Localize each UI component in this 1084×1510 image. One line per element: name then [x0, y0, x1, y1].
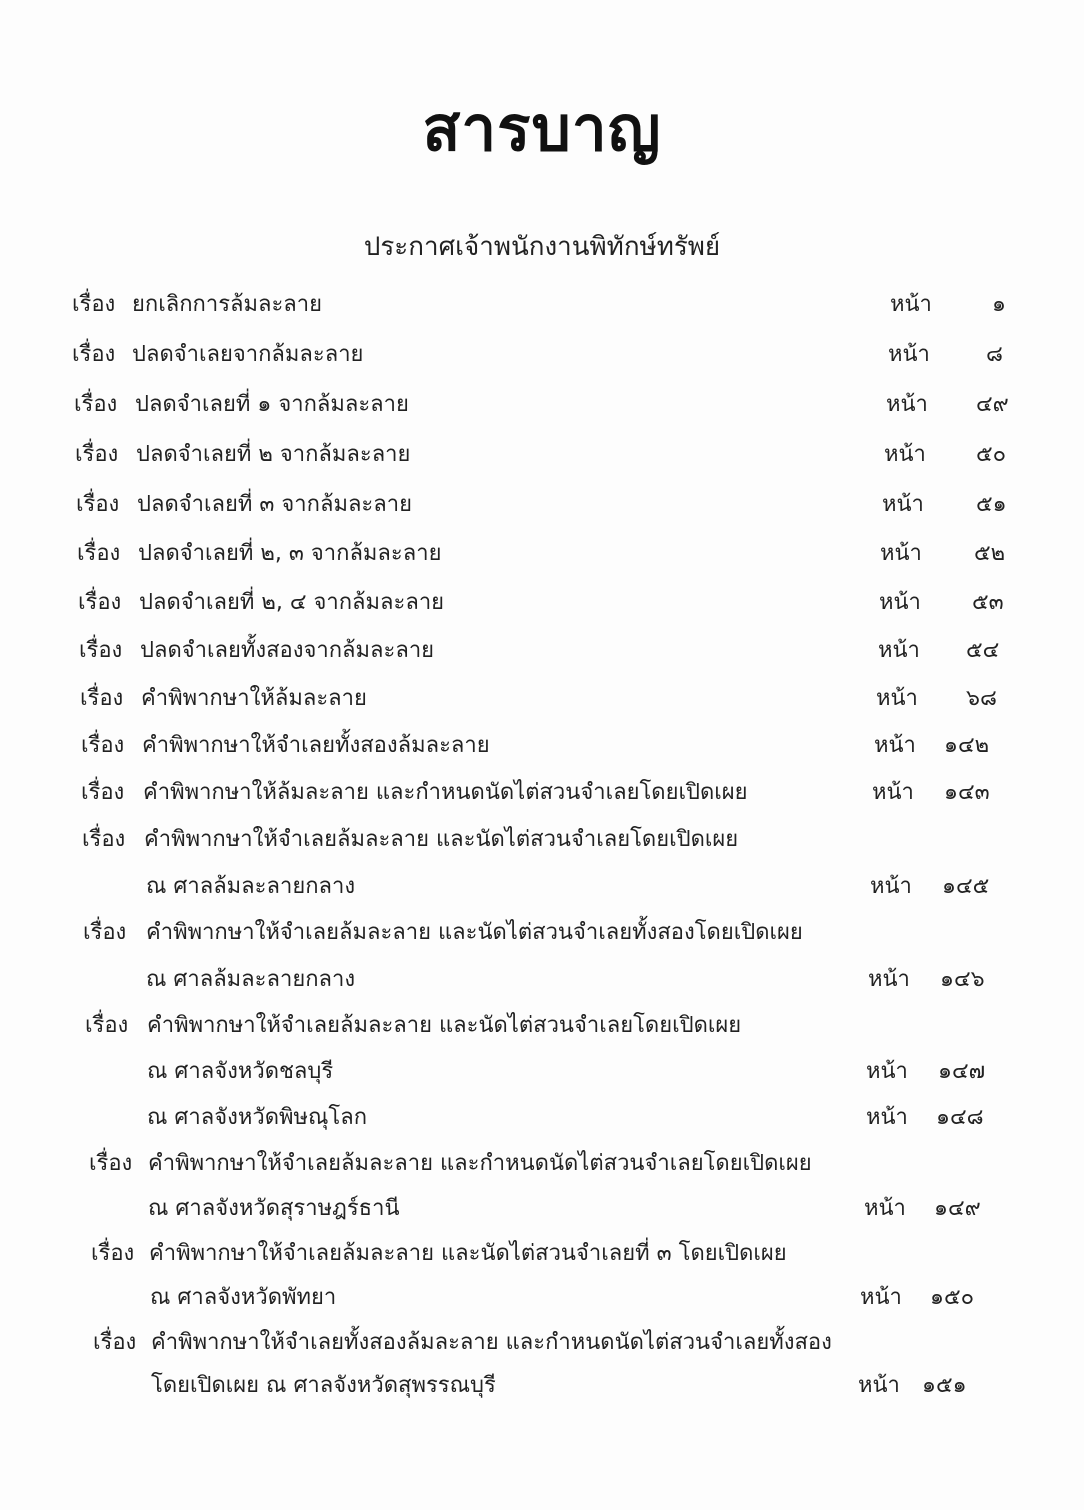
page-word: หน้า — [868, 967, 910, 992]
page-number: ๑ — [992, 292, 1006, 317]
toc-line — [0, 632, 1084, 666]
page-number: ๔๙ — [976, 392, 1009, 417]
page-word: หน้า — [858, 1373, 900, 1398]
entry-label: เรื่อง — [93, 1330, 137, 1355]
entry-title: คำพิพากษาให้จำเลยล้มละลาย และนัดไต่สวนจำเลยโดยเปิดเผย — [144, 827, 739, 852]
entry-label: เรื่อง — [79, 638, 123, 663]
toc-line — [0, 961, 1084, 995]
page-word: หน้า — [864, 1196, 906, 1221]
page-number: ๑๔๙ — [934, 1196, 981, 1221]
entry-title: ณ ศาลจังหวัดชลบุรี — [147, 1059, 334, 1084]
page-word: หน้า — [886, 392, 928, 417]
toc-line — [0, 1053, 1084, 1087]
page-number: ๕๔ — [966, 638, 1000, 663]
page-number: ๑๔๓ — [944, 780, 990, 805]
entry-title: ณ ศาลล้มละลายกลาง — [146, 967, 356, 992]
entry-title: คำพิพากษาให้จำเลยล้มละลาย และนัดไต่สวนจำเลยที่ ๓ โดยเปิดเผย — [149, 1241, 787, 1266]
entry-label: เรื่อง — [77, 541, 121, 566]
entry-label: เรื่อง — [91, 1241, 135, 1266]
page-number: ๑๔๘ — [936, 1105, 984, 1130]
page-word: หน้า — [876, 686, 918, 711]
toc-line — [0, 535, 1084, 569]
toc-line — [0, 680, 1084, 714]
toc-line — [0, 486, 1084, 520]
entry-title: ปลดจำเลยที่ ๑ จากล้มละลาย — [135, 392, 409, 417]
page-word: หน้า — [880, 541, 922, 566]
page-number: ๖๘ — [966, 686, 997, 711]
entry-title: ณ ศาลจังหวัดสุราษฎร์ธานี — [148, 1196, 400, 1221]
page-number: ๑๔๕ — [942, 874, 990, 899]
page-word: หน้า — [884, 442, 926, 467]
entry-label: เรื่อง — [82, 827, 126, 852]
toc-line — [0, 1190, 1084, 1224]
toc-line — [0, 1099, 1084, 1133]
entry-label: เรื่อง — [78, 590, 122, 615]
toc-line — [0, 286, 1084, 320]
entry-title: ณ ศาลจังหวัดพิษณุโลก — [147, 1105, 368, 1130]
entry-title: คำพิพากษาให้จำเลยทั้งสองล้มละลาย — [142, 733, 490, 758]
page-number: ๕๓ — [972, 590, 1004, 615]
entry-title: ปลดจำเลยที่ ๒ จากล้มละลาย — [136, 442, 411, 467]
entry-title: คำพิพากษาให้ล้มละลาย — [141, 686, 367, 711]
page-number: ๑๔๒ — [944, 733, 990, 758]
page-word: หน้า — [879, 590, 921, 615]
page-number: ๑๔๗ — [938, 1059, 986, 1084]
toc-line — [0, 1324, 1084, 1358]
entry-title: ปลดจำเลยจากล้มละลาย — [132, 342, 364, 367]
page-number: ๕๐ — [976, 442, 1007, 467]
entry-label: เรื่อง — [74, 392, 118, 417]
page-word: หน้า — [866, 1105, 908, 1130]
page-word: หน้า — [890, 292, 932, 317]
page-number: ๕๒ — [974, 541, 1006, 566]
entry-label: เรื่อง — [81, 733, 125, 758]
toc-line — [0, 727, 1084, 761]
page-word: หน้า — [882, 492, 924, 517]
entry-title: คำพิพากษาให้จำเลยทั้งสองล้มละลาย และกำหนดนัดไต่สวนจำเลยทั้งสอง — [151, 1330, 832, 1355]
page-title: สารบาญ — [422, 92, 662, 165]
entry-label: เรื่อง — [75, 442, 119, 467]
toc-line — [0, 1007, 1084, 1041]
entry-title: โดยเปิดเผย ณ ศาลจังหวัดสุพรรณบุรี — [151, 1373, 496, 1398]
entry-label: เรื่อง — [85, 1013, 129, 1038]
entry-title: ปลดจำเลยที่ ๒, ๔ จากล้มละลาย — [139, 590, 445, 615]
page-number: ๑๕๑ — [922, 1373, 967, 1398]
page-word: หน้า — [870, 874, 912, 899]
entry-label: เรื่อง — [80, 686, 124, 711]
page-word: หน้า — [874, 733, 916, 758]
entry-label: เรื่อง — [81, 780, 125, 805]
entry-title: คำพิพากษาให้ล้มละลาย และกำหนดนัดไต่สวนจำเลยโดยเปิดเผย — [143, 780, 748, 805]
page-word: หน้า — [888, 342, 930, 367]
entry-title: ณ ศาลล้มละลายกลาง — [146, 874, 356, 899]
page-number: ๘ — [986, 342, 1003, 367]
entry-title: คำพิพากษาให้จำเลยล้มละลาย และนัดไต่สวนจำเลยโดยเปิดเผย — [147, 1013, 742, 1038]
page-word: หน้า — [860, 1285, 902, 1310]
entry-label: เรื่อง — [72, 342, 116, 367]
page-word: หน้า — [866, 1059, 908, 1084]
entry-title: คำพิพากษาให้จำเลยล้มละลาย และนัดไต่สวนจำเลยทั้งสองโดยเปิดเผย — [146, 920, 803, 945]
toc-line — [0, 868, 1084, 902]
entry-title: ณ ศาลจังหวัดพัทยา — [150, 1285, 337, 1310]
section-heading: ประกาศเจ้าพนักงานพิทักษ์ทรัพย์ — [363, 232, 721, 262]
toc-line — [0, 1235, 1084, 1269]
entry-label: เรื่อง — [83, 920, 127, 945]
toc-line — [0, 436, 1084, 470]
entry-title: ยกเลิกการล้มละลาย — [132, 292, 323, 317]
page-number: ๕๑ — [976, 492, 1007, 517]
entry-title: ปลดจำเลยทั้งสองจากล้มละลาย — [140, 638, 435, 663]
toc-line — [0, 774, 1084, 808]
entry-title: ปลดจำเลยที่ ๓ จากล้มละลาย — [137, 492, 412, 517]
entry-label: เรื่อง — [72, 292, 116, 317]
entry-label: เรื่อง — [89, 1151, 133, 1176]
page-number: ๑๔๖ — [940, 967, 985, 992]
toc-line — [0, 914, 1084, 948]
entry-label: เรื่อง — [76, 492, 120, 517]
toc-line — [0, 1367, 1084, 1401]
page-word: หน้า — [872, 780, 914, 805]
entry-title: คำพิพากษาให้จำเลยล้มละลาย และกำหนดนัดไต่สวนจำเลยโดยเปิดเผย — [148, 1151, 812, 1176]
toc-line — [0, 1279, 1084, 1313]
toc-line — [0, 386, 1084, 420]
toc-line — [0, 1145, 1084, 1179]
page-word: หน้า — [878, 638, 920, 663]
page-number: ๑๕๐ — [930, 1285, 975, 1310]
toc-line — [0, 584, 1084, 618]
toc-line — [0, 336, 1084, 370]
entry-title: ปลดจำเลยที่ ๒, ๓ จากล้มละลาย — [138, 541, 442, 566]
toc-line — [0, 821, 1084, 855]
